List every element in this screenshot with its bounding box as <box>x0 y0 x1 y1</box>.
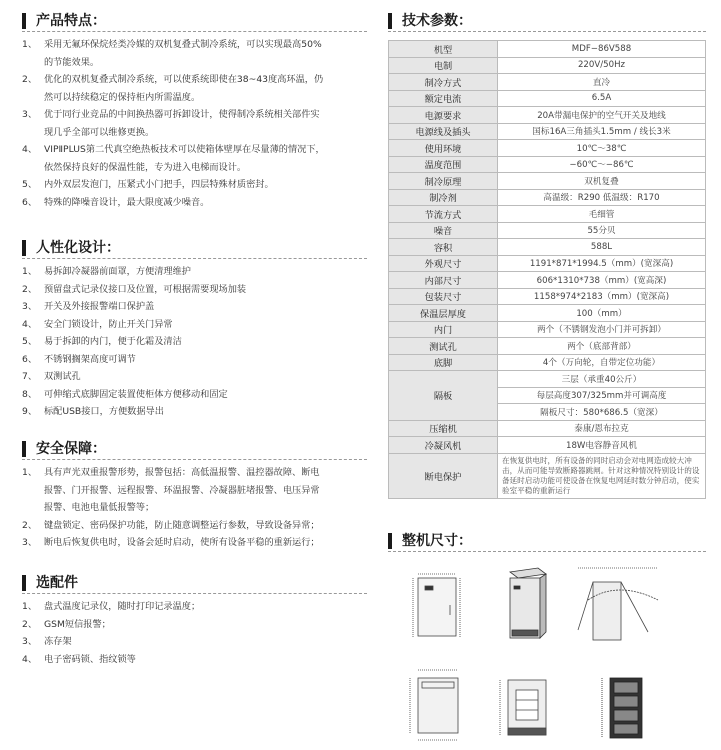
spec-row <box>389 305 706 322</box>
list-item-number: 7、 <box>22 371 38 382</box>
list-item <box>22 368 367 386</box>
section-header-specs <box>388 10 706 32</box>
spec-value: 两个（底部背部） <box>498 338 706 355</box>
spec-label: 额定电流 <box>389 90 498 107</box>
list-item-text: GSM短信报警； <box>44 618 111 630</box>
list-item-text: 报警、电池电量低报警等； <box>44 502 155 513</box>
list-item <box>22 403 367 421</box>
spec-row <box>389 41 706 58</box>
list-item-text: 键盘锁定、密码保护功能，防止随意调整运行参数，导致设备异常； <box>44 519 320 531</box>
spec-label: 测试孔 <box>389 338 498 355</box>
spec-row <box>389 74 706 91</box>
list-item-text: 报警、门开报警、远程报警、环温报警、冷凝器脏堵报警、电压异常 <box>44 484 320 496</box>
list-item <box>22 194 367 212</box>
dashed-divider <box>22 593 367 594</box>
spec-value: 隔板尺寸：580*686.5（宽深） <box>498 404 706 421</box>
spec-label: 制冷原理 <box>389 173 498 190</box>
section-title: 人性化设计： <box>36 240 120 256</box>
section-bar <box>388 533 392 549</box>
spec-row <box>389 123 706 140</box>
section-bar <box>22 441 26 457</box>
list-item-text: 安全门锁设计，防止开关门异常 <box>44 318 173 330</box>
dashed-divider <box>22 258 367 259</box>
list-item <box>22 517 367 535</box>
list-item <box>22 298 367 316</box>
list-item-number: 2、 <box>22 283 38 295</box>
list-item-number: 6、 <box>22 353 38 365</box>
list-item <box>22 159 367 177</box>
list-item-number: 6、 <box>22 196 38 208</box>
spec-value: 10℃～38℃ <box>498 140 706 157</box>
spec-value: 6.5A <box>498 90 706 107</box>
list-item-text: 优于同行业竞品的中间换热器可拆卸设计，使得制冷系统相关部件实 <box>44 109 320 120</box>
list-item-number: 1、 <box>22 601 38 612</box>
section-title: 整机尺寸： <box>402 533 472 549</box>
list-item-text: 具有声光双重报警形势，报警包括：高低温报警、温控器故障、断电 <box>44 467 320 478</box>
spec-row <box>389 321 706 338</box>
section-bar <box>22 13 26 29</box>
spec-label: 电源要求 <box>389 107 498 124</box>
section-dimensions <box>388 530 706 556</box>
list-item <box>22 176 367 194</box>
spec-value: 泰康/恩布拉克 <box>498 420 706 437</box>
list-item-text: 双测试孔 <box>44 371 81 382</box>
list-item-number: 3、 <box>22 301 38 312</box>
spec-row <box>389 222 706 239</box>
section-header <box>22 10 367 32</box>
spec-row <box>389 206 706 223</box>
section-header <box>22 438 367 460</box>
spec-label: 底脚 <box>389 354 498 371</box>
spec-row <box>389 437 706 454</box>
spec-value: 直冷 <box>498 74 706 91</box>
spec-row <box>389 173 706 190</box>
spec-value: 高温级：R290 低温级：R170 <box>498 189 706 206</box>
list-item-number: 3、 <box>22 636 38 647</box>
list-item-text: 的节能效果。 <box>44 56 100 68</box>
list-item-text: 依然保持良好的保温性能，专为进入电梯而设计。 <box>44 161 247 173</box>
section-safety <box>22 438 367 552</box>
section-title: 安全保障： <box>36 441 106 457</box>
spec-label: 制冷方式 <box>389 74 498 91</box>
list-item-number: 9、 <box>22 406 38 417</box>
section-title: 产品特点： <box>36 13 106 29</box>
list-item-text: 可伸缩式底脚固定装置使柜体方便移动和固定 <box>44 388 228 400</box>
list-item <box>22 482 367 500</box>
spec-value: 20A带漏电保护的空气开关及地线 <box>498 107 706 124</box>
list-item-number: 1、 <box>22 266 38 277</box>
list-item <box>22 71 367 89</box>
spec-row <box>389 272 706 289</box>
spec-value: 国标16A三角插头1.5mm / 线长3米 <box>498 123 706 140</box>
list-item-number: 8、 <box>22 388 38 400</box>
spec-value: MDF−86V588 <box>498 41 706 58</box>
list-item-text: 采用无氟环保烷烃类冷媒的双机复叠式制冷系统，可以实现最高50% <box>44 39 322 50</box>
section-options <box>22 572 367 668</box>
section-bar <box>388 13 392 29</box>
open-door-view-drawing <box>578 568 658 640</box>
list-item <box>22 464 367 482</box>
spec-value: 606*1310*738（mm）(宽高深) <box>498 272 706 289</box>
list-item <box>22 333 367 351</box>
list-item-number: 2、 <box>22 519 38 531</box>
list-item-text: 然可以持续稳定的保持柜内所需温度。 <box>44 91 201 103</box>
safety-list <box>22 464 367 552</box>
list-item-number: 5、 <box>22 179 38 190</box>
spec-label: 保温层厚度 <box>389 305 498 322</box>
list-item-number: 5、 <box>22 336 38 347</box>
list-item <box>22 351 367 369</box>
spec-row <box>389 90 706 107</box>
dashed-divider <box>388 551 706 552</box>
spec-label: 内门 <box>389 321 498 338</box>
spec-row <box>389 140 706 157</box>
spec-value: 双机复叠 <box>498 173 706 190</box>
list-item <box>22 263 367 281</box>
spec-label: 使用环境 <box>389 140 498 157</box>
front-open-drawing <box>500 680 546 735</box>
spec-value: 18W电容静音风机 <box>498 437 706 454</box>
front-view-drawing <box>413 574 460 638</box>
spec-row <box>389 371 706 388</box>
spec-value: 100（mm） <box>498 305 706 322</box>
spec-row <box>389 255 706 272</box>
spec-value: 毛细管 <box>498 206 706 223</box>
spec-label: 温度范围 <box>389 156 498 173</box>
perspective-view-drawing <box>510 568 546 638</box>
list-item <box>22 499 367 517</box>
list-item-text: 易于拆卸的内门，便于化霜及清洁 <box>44 336 182 347</box>
list-item <box>22 386 367 404</box>
spec-label: 电源线及插头 <box>389 123 498 140</box>
design-list <box>22 263 367 421</box>
spec-value: 55分贝 <box>498 222 706 239</box>
spec-value: 两个（不锈钢发泡小门并可拆卸） <box>498 321 706 338</box>
spec-label: 机型 <box>389 41 498 58</box>
list-item-number: 3、 <box>22 537 38 548</box>
spec-row <box>389 453 706 498</box>
spec-label: 内部尺寸 <box>389 272 498 289</box>
list-item-text: 特殊的降噪音设计，最大限度减少噪音。 <box>44 196 210 208</box>
options-list <box>22 598 367 668</box>
spec-label: 隔板 <box>389 371 498 421</box>
spec-row <box>389 107 706 124</box>
list-item-text: 断电后恢复供电时，设备会延时启动，使所有设备平稳的重新运行； <box>44 537 320 548</box>
spec-value: −60℃～−86℃ <box>498 156 706 173</box>
list-item-text: 易拆卸冷凝器前面罩，方便清理维护 <box>44 266 191 277</box>
list-item-number: 4、 <box>22 144 38 155</box>
spec-value: 588L <box>498 239 706 256</box>
dashed-divider <box>22 459 367 460</box>
list-item-number: 2、 <box>22 74 38 85</box>
list-item <box>22 36 367 54</box>
list-item <box>22 534 367 552</box>
list-item-text: 开关及外接报警端口保护盖 <box>44 301 155 312</box>
right-column <box>388 10 706 549</box>
list-item-number: 1、 <box>22 467 38 478</box>
section-header <box>22 572 367 594</box>
list-item <box>22 54 367 72</box>
section-header-dims <box>388 530 706 552</box>
spec-value: 4个（万向轮，自带定位功能） <box>498 354 706 371</box>
spec-table <box>388 40 706 499</box>
spec-label: 外观尺寸 <box>389 255 498 272</box>
section-title: 技术参数： <box>402 13 472 29</box>
list-item-text: 电子密码锁、指纹锁等 <box>44 653 136 665</box>
list-item-text: 优化的双机复叠式制冷系统，可以使系统即使在38~43度高环温，仍 <box>44 74 324 85</box>
spec-row <box>389 338 706 355</box>
dashed-divider <box>22 31 367 32</box>
spec-row <box>389 57 706 74</box>
list-item-number: 2、 <box>22 618 38 630</box>
list-item-text: 标配USB接口，方便数据导出 <box>44 406 164 417</box>
list-item <box>22 281 367 299</box>
spec-label: 包装尺寸 <box>389 288 498 305</box>
spec-row <box>389 354 706 371</box>
list-item-number: 4、 <box>22 318 38 330</box>
list-item <box>22 106 367 124</box>
spec-value: 1158*974*2183（mm）(宽深高) <box>498 288 706 305</box>
dimension-drawings <box>388 560 706 750</box>
list-item-number: 4、 <box>22 653 38 665</box>
spec-value: 在恢复供电时，所有设备的同时启动会对电网造成较大冲击，从而可能导致断路器跳闸。针对这种情况特别设计的设备延时启动功能可使设备在恢复电网延时数分钟启动，使实验室平稳的重新运行 <box>498 453 706 498</box>
list-item <box>22 316 367 334</box>
list-item <box>22 633 367 651</box>
spec-value: 三层（承重40公斤） <box>498 371 706 388</box>
spec-value: 1191*871*1994.5（mm）(宽深高) <box>498 255 706 272</box>
spec-row <box>389 288 706 305</box>
list-item <box>22 598 367 616</box>
spec-value: 每层高度307/325mm并可调高度 <box>498 387 706 404</box>
spec-row <box>389 420 706 437</box>
list-item-text: 冻存架 <box>44 636 72 647</box>
feature-list <box>22 36 367 211</box>
spec-label: 断电保护 <box>389 453 498 498</box>
list-item-text: 现几乎全部可以维修更换。 <box>44 126 155 138</box>
list-item-text: VIPⅡPLUS第二代真空绝热板技术可以使箱体壁厚在尽量薄的情况下， <box>44 144 325 155</box>
list-item-text: 盘式温度记录仪，随时打印记录温度； <box>44 601 201 612</box>
list-item-text: 内外双层发泡门，压紧式小门把手，四层特殊材质密封。 <box>44 179 274 190</box>
spec-label: 制冷剂 <box>389 189 498 206</box>
list-item-text: 不锈钢搁架高度可调节 <box>44 353 136 365</box>
list-item <box>22 124 367 142</box>
list-item-number: 1、 <box>22 39 38 50</box>
side-elevation-drawing <box>410 670 458 740</box>
spec-label: 噪音 <box>389 222 498 239</box>
list-item <box>22 89 367 107</box>
section-bar <box>22 240 26 256</box>
section-title: 选配件 <box>36 575 78 591</box>
section-design <box>22 237 367 421</box>
list-item-text: 预留盘式记录仪接口及位置，可根据需要现场加装 <box>44 283 247 295</box>
list-item <box>22 141 367 159</box>
interior-view-drawing <box>602 678 642 738</box>
list-item <box>22 651 367 669</box>
spec-row <box>389 189 706 206</box>
spec-label: 节流方式 <box>389 206 498 223</box>
dashed-divider <box>388 31 706 32</box>
list-item <box>22 616 367 634</box>
spec-row <box>389 239 706 256</box>
spec-label: 容积 <box>389 239 498 256</box>
spec-row <box>389 156 706 173</box>
spec-label: 电制 <box>389 57 498 74</box>
list-item-number: 3、 <box>22 109 38 120</box>
spec-label: 压缩机 <box>389 420 498 437</box>
section-header <box>22 237 367 259</box>
spec-value: 220V/50Hz <box>498 57 706 74</box>
spec-label: 冷凝风机 <box>389 437 498 454</box>
section-bar <box>22 575 26 591</box>
section-features <box>22 10 367 211</box>
